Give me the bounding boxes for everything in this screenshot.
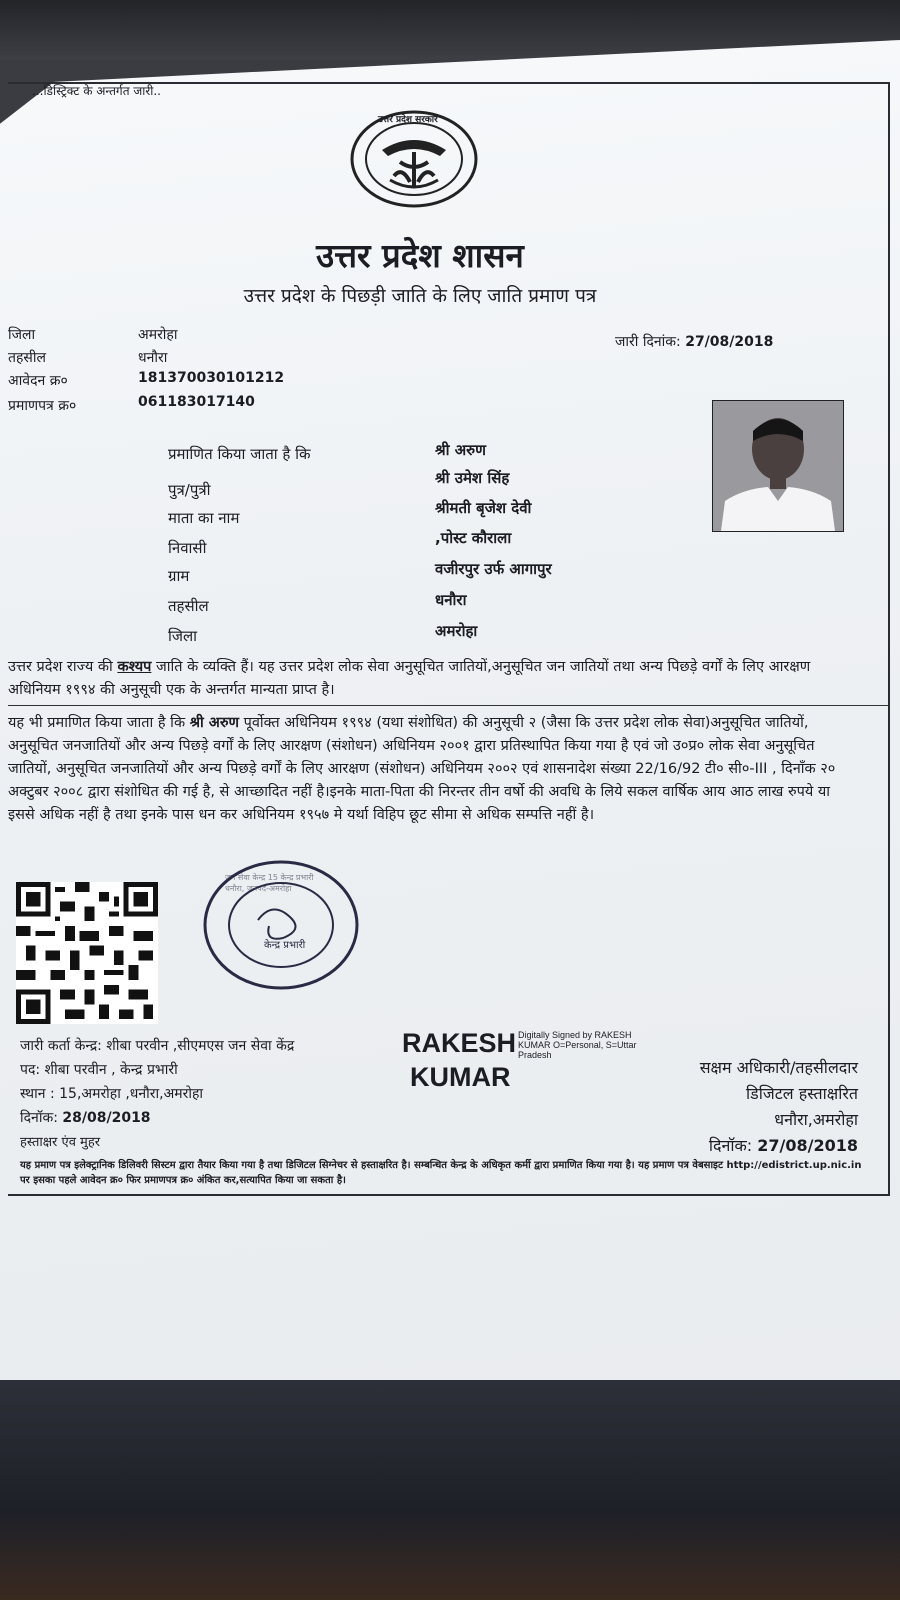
- field-label-mother: माता का नाम: [168, 509, 240, 527]
- issuer-post: पद: शीबा परवीन , केन्द्र प्रभारी: [20, 1062, 178, 1078]
- page-subtitle: उत्तर प्रदेश के पिछड़ी जाति के लिए जाति प्रमाण पत्र: [243, 285, 597, 307]
- authority-date-label: दिनॉक:: [708, 1136, 753, 1155]
- authority-place: धनौरा,अमरोहा: [774, 1110, 858, 1129]
- field-label-resident: निवासी: [168, 539, 207, 557]
- meta-value-district: अमरोहा: [138, 327, 178, 343]
- field-value-village: वजीरपुर उर्फ आगापुर: [435, 560, 552, 578]
- header-note: ...डिस्ट्रिक्ट के अन्तर्गत जारी..: [32, 84, 162, 98]
- declaration-post: पूर्वोक्त अधिनियम १९९४ (यथा संशोधित) की अनुसूची २ (जैसा कि उत्तर प्रदेश लोक सेवा)अनुसूचित जातियों, अनुसूचित जनजातियों और अन्य पिछड़े वर्गों के लिए आरक्षण (संशोधन) अधिनियम २००१ द्वारा प्रतिस्थापित किया गया है एवं जो उ०प्र० लोक सेवा अनुसूचित जातियों, अनुसूचित जनजातियों और अन्य पिछड़े वर्गों के लिए आरक्षण (संशोधन) अधिनियम २००२ एवं शासनादेश संख्या 22/16/92 टी० सी०-III , दिनाँक २० अक्टुबर २००८ द्वारा संशोधित की गई है, से आच्छादित नहीं है।इनके माता-पिता की निरन्तर तीन वर्षो की अवधि के लिये सकल वार्षिक आय आठ लाख रुपये या इससे अधिक नहीं है तथा इनके पास धन कर अधिनियम १९५७ मे यर्था विहिप छूट सीमा से अधिक सम्पत्ति नहीं है।: [8, 715, 836, 823]
- meta-label-tehsil: तहसील: [8, 350, 46, 366]
- field-value-tehsil: धनौरा: [435, 591, 467, 609]
- meta-label-district: जिला: [8, 327, 36, 343]
- authority-title: सक्षम अधिकारी/तहसीलदार: [699, 1058, 858, 1077]
- issuer-date: [20, 1108, 151, 1127]
- declaration-pre: यह भी प्रमाणित किया जाता है कि: [8, 715, 190, 731]
- authority-sub: डिजिटल हस्ताक्षरित: [746, 1084, 858, 1103]
- issuer-center: जारी कर्ता केन्द्र: शीबा परवीन ,सीएमएस जन सेवा केंद्र: [20, 1038, 295, 1054]
- background-bottom: [0, 1380, 900, 1600]
- authority-date-value: 27/08/2018: [757, 1136, 858, 1155]
- seal-text: जन सेवा केन्द्र 15 केन्द्र प्रभारी धनौरा, जनपद-अमरोहा: [225, 873, 314, 893]
- page-title: उत्तर प्रदेश शासन: [316, 236, 524, 275]
- field-label-certified: प्रमाणित किया जाता है कि: [168, 445, 311, 463]
- caste-paragraph-pre: उत्तर प्रदेश राज्य की: [8, 659, 118, 675]
- authority-date: [709, 1134, 858, 1156]
- field-value-name: श्री अरुण: [435, 441, 487, 459]
- signature-name-line2: KUMAR: [410, 1062, 511, 1092]
- signature-name-line1: RAKESH: [402, 1028, 517, 1058]
- caste-paragraph: [8, 656, 858, 702]
- issuer-place: स्थान : 15,अमरोहा ,धनौरा,अमरोहा: [20, 1086, 204, 1102]
- field-label-tehsil: तहसील: [168, 597, 209, 615]
- field-value-mother: श्रीमती बृजेश देवी: [435, 499, 532, 517]
- divider: [8, 705, 888, 706]
- caste-name: कश्यप: [117, 659, 152, 675]
- applicant-photo-icon: [712, 400, 844, 532]
- emblem-text: उत्तर प्रदेश सरकार: [378, 115, 438, 125]
- field-value-father: श्री उमेश सिंह: [435, 469, 510, 487]
- issuer-date-value: 28/08/2018: [62, 1110, 151, 1126]
- issue-date-value: 27/08/2018: [685, 334, 774, 350]
- declaration-paragraph: [8, 712, 858, 827]
- field-value-district: अमरोहा: [435, 622, 478, 640]
- meta-value-certificate-no: 061183017140: [138, 394, 255, 410]
- field-label-village: ग्राम: [168, 567, 190, 585]
- field-label-district: जिला: [168, 627, 198, 645]
- issue-date: [615, 332, 773, 351]
- issuer-date-label: दिनॉक:: [20, 1110, 58, 1126]
- meta-value-tehsil: धनौरा: [138, 350, 168, 366]
- field-label-son-daughter: पुत्र/पुत्री: [168, 481, 211, 499]
- issue-date-label: जारी दिनांक:: [615, 334, 681, 350]
- meta-label-application-no: आवेदन क्र०: [8, 373, 68, 389]
- signature-note: Digitally Signed by RAKESH KUMAR O=Personal, S=Uttar Pradesh: [518, 1030, 637, 1060]
- field-value-post: ,पोस्ट कौराला: [435, 529, 512, 547]
- svg-text:केन्द्र प्रभारी: केन्द्र प्रभारी: [264, 940, 306, 951]
- qr-code-icon: [16, 882, 158, 1024]
- declaration-name: श्री अरुण: [189, 715, 239, 731]
- caste-paragraph-post: जाति के व्यक्ति हैं। यह उत्तर प्रदेश लोक सेवा अनुसूचित जातियों,अनुसूचित जन जातियों तथा अन्य पिछड़े वर्गों के लिए आरक्षण अधिनियम १९९४ की अनुसूची एक के अन्तर्गत मान्यता प्राप्त है।: [8, 659, 811, 698]
- meta-label-certificate-no: प्रमाणपत्र क्र०: [8, 398, 77, 414]
- footnote: यह प्रमाण पत्र इलेक्ट्रानिक डिलिवरी सिस्टम द्वारा तैयार किया गया है तथा डिजिटल सिग्नेचर से हस्ताक्षरित है। सम्बन्धित केन्द्र के अधिकृत कर्मी द्वारा प्रमाणित किया गया है। यह प्रमाण पत्र वेबसाइट http://edistrict.up.nic.in पर इसका पहले आवेदन क्र० फिर प्रमाणपत्र क्र० अंकित कर,सत्यापित किया जा सकता है।: [20, 1160, 862, 1186]
- meta-value-application-no: 181370030101212: [138, 370, 285, 386]
- issuer-sign: हस्ताक्षर एंव मुहर: [20, 1135, 101, 1150]
